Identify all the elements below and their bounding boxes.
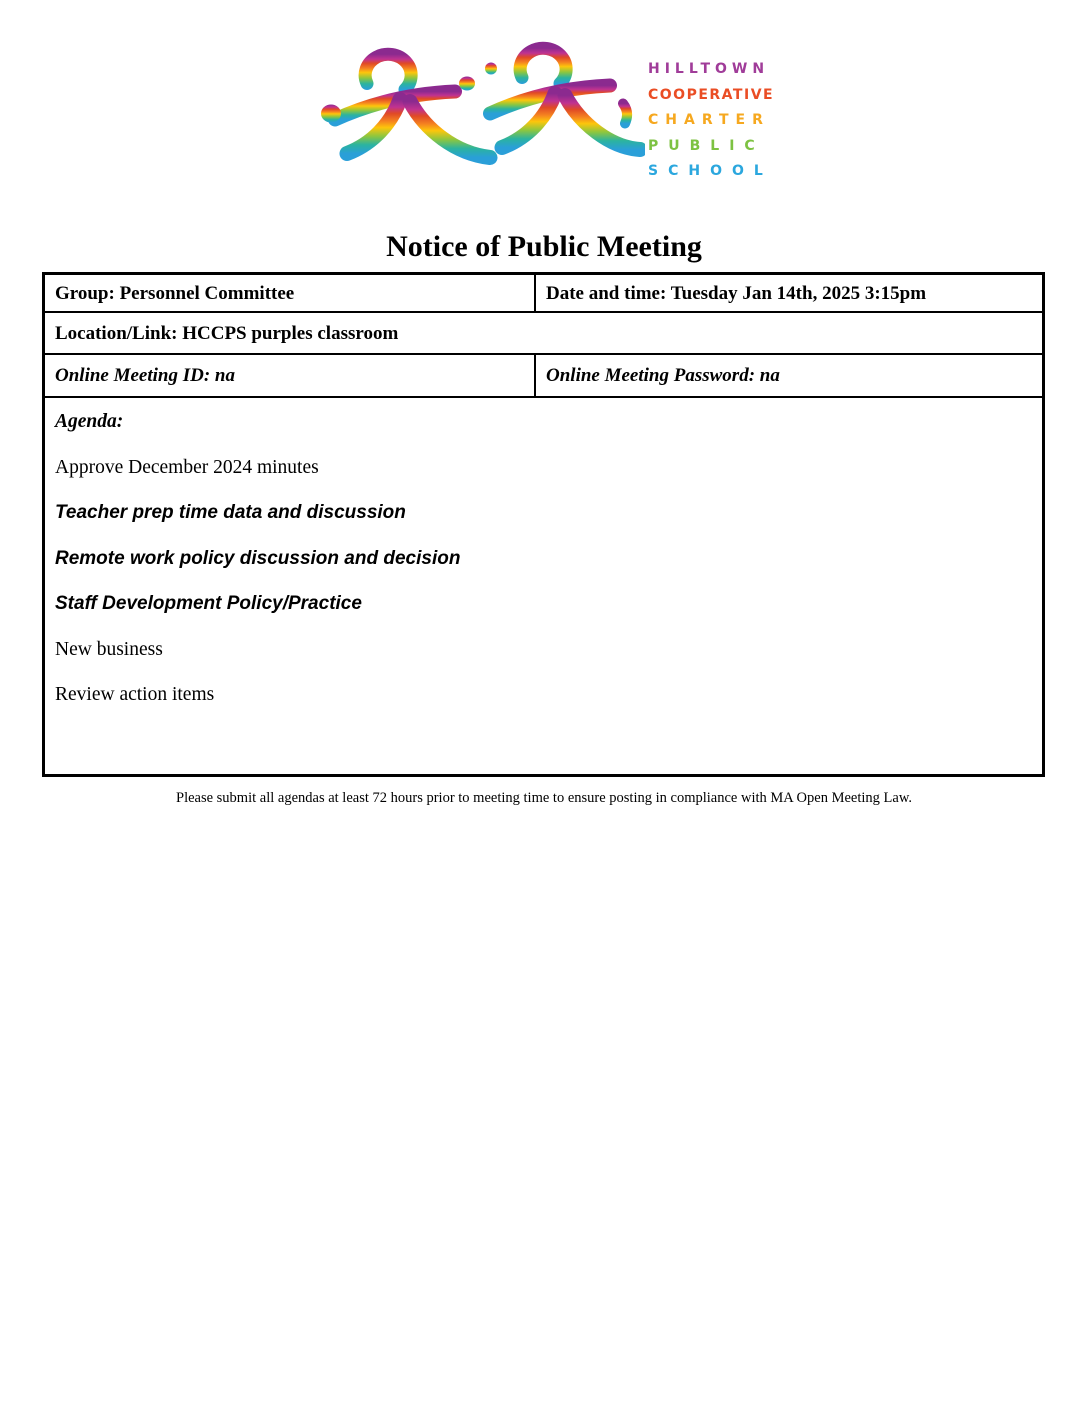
table-row-group-date (45, 275, 1042, 313)
group-cell: Group: Personnel Committee (45, 275, 536, 311)
agenda-heading: Agenda: (55, 411, 124, 432)
agenda-item: New business (55, 638, 163, 660)
school-name-line: COOPERATIVE (648, 86, 775, 103)
agenda-item: Teacher prep time data and discussion (55, 502, 406, 523)
page-title: Notice of Public Meeting (386, 230, 702, 263)
date-time-cell: Date and time: Tuesday Jan 14th, 2025 3:15pm (546, 282, 927, 304)
school-name-line: PUBLIC (648, 137, 765, 154)
meeting-id-cell: Online Meeting ID: na (45, 355, 536, 396)
agenda-item: Approve December 2024 minutes (55, 456, 319, 478)
footer-note: Please submit all agendas at least 72 hours prior to meeting time to ensure posting in compliance with MA Open Meeting Law. (176, 790, 912, 806)
school-name (648, 57, 794, 185)
agenda-item: Remote work policy discussion and decision (55, 547, 461, 569)
meeting-password-cell: Online Meeting Password: na (546, 365, 780, 386)
table-row-online-meeting (45, 355, 1042, 398)
school-name-line: SCHOOL (648, 163, 773, 179)
meeting-notice-table (42, 272, 1045, 777)
location-cell: Location/Link: HCCPS purples classroom (55, 322, 399, 344)
school-name-line: CHARTER (648, 112, 770, 128)
agenda-item: Review action items (55, 684, 215, 705)
school-name-line: HILLTOWN (648, 61, 770, 77)
agenda-cell (45, 398, 1042, 774)
dancing-figures-logo-icon (315, 40, 645, 188)
table-row-location (45, 313, 1042, 355)
agenda-item: Staff Development Policy/Practice (55, 593, 362, 614)
table-row-agenda (45, 398, 1042, 774)
